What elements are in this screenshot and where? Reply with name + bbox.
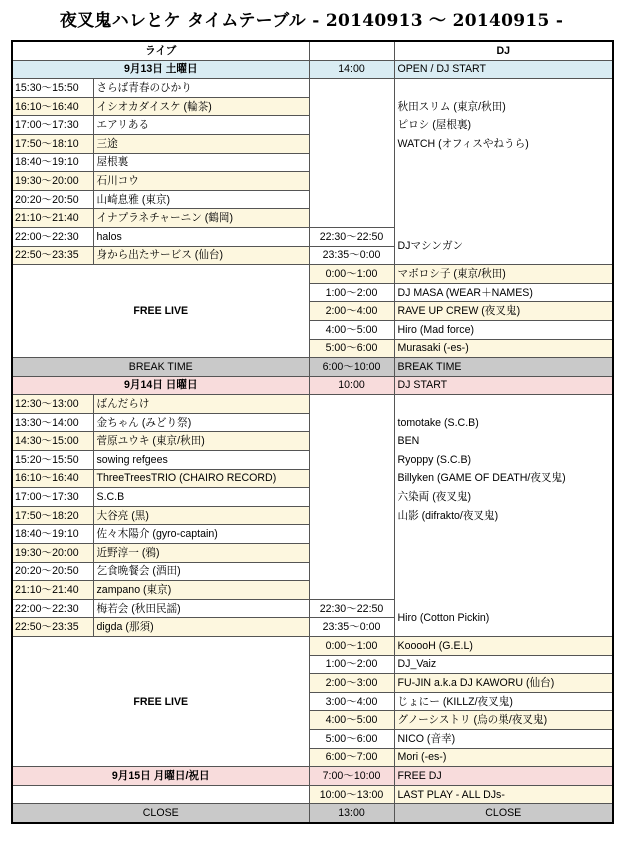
night-time: 2:00～4:00 <box>309 302 394 321</box>
night-dj: じょにー (KILLZ/夜叉鬼) <box>394 692 613 711</box>
table-row <box>12 785 613 804</box>
dj-time: 22:30～22:50 <box>309 599 394 618</box>
live-time: 15:30～15:50 <box>12 79 93 98</box>
night-dj: KooooH (G.E.L) <box>394 637 613 656</box>
day1-open-text: OPEN / DJ START <box>394 60 613 79</box>
live-time: 18:40～19:10 <box>12 153 93 172</box>
live-time: 20:20～20:50 <box>12 562 93 581</box>
live-time: 22:00～22:30 <box>12 599 93 618</box>
live-time: 21:10～21:40 <box>12 581 93 600</box>
night-dj: DJ MASA (WEAR＋NAMES) <box>394 283 613 302</box>
live-act: エアリある <box>93 116 309 135</box>
dj-name: WATCH (オフィスやねうら) <box>394 134 613 153</box>
day3-time: 10:00～13:00 <box>309 785 394 804</box>
day3-header-row <box>12 767 613 786</box>
live-act: 近野淳一 (鴉) <box>93 544 309 563</box>
timetable <box>11 40 614 824</box>
day2-open-text: DJ START <box>394 376 613 395</box>
day1-label: 9月13日 土曜日 <box>12 60 309 79</box>
live-act: ThreeTreesTRIO (CHAIRO RECORD) <box>93 469 309 488</box>
dj-name: 六染両 (夜叉鬼) <box>394 488 613 507</box>
day1-dj-time-blank <box>309 79 394 228</box>
live-act: zampano (東京) <box>93 581 309 600</box>
day3-label: 9月15日 月曜日/祝日 <box>12 767 309 786</box>
dj-name: DJマシンガン <box>394 227 613 264</box>
live-act: 金ちゃん (みどり祭) <box>93 413 309 432</box>
break-label: BREAK TIME <box>12 358 309 377</box>
header-live: ライブ <box>12 41 309 60</box>
day2-label: 9月14日 日曜日 <box>12 376 309 395</box>
page-title: 夜叉鬼ハレとケ タイムテーブル - 20140913 ～ 20140915 - <box>59 11 564 31</box>
dj-name: BEN <box>394 432 613 451</box>
night-time: 3:00～4:00 <box>309 692 394 711</box>
day1-free-live: FREE LIVE <box>12 265 309 358</box>
night-dj: NICO (音幸) <box>394 729 613 748</box>
live-time: 16:10～16:40 <box>12 97 93 116</box>
dj-time: 23:35～0:00 <box>309 618 394 637</box>
live-time: 17:00～17:30 <box>12 116 93 135</box>
live-act: 三途 <box>93 134 309 153</box>
day3-text: FREE DJ <box>394 767 613 786</box>
day2-dj-time-blank <box>309 395 394 600</box>
table-row <box>12 227 613 246</box>
live-act: sowing refgees <box>93 451 309 470</box>
night-time: 6:00～7:00 <box>309 748 394 767</box>
live-time: 22:00～22:30 <box>12 227 93 246</box>
night-dj: DJ_Vaiz <box>394 655 613 674</box>
live-act: 菅原ユウキ (東京/秋田) <box>93 432 309 451</box>
live-time: 14:30～15:00 <box>12 432 93 451</box>
live-act: さらば青春のひかり <box>93 79 309 98</box>
dj-name: Ryoppy (S.C.B) <box>394 451 613 470</box>
dj-blank <box>394 79 613 98</box>
live-time: 18:40～19:10 <box>12 525 93 544</box>
night-dj: RAVE UP CREW (夜叉鬼) <box>394 302 613 321</box>
live-time: 19:30～20:00 <box>12 544 93 563</box>
table-row <box>12 79 613 98</box>
night-time: 4:00～5:00 <box>309 320 394 339</box>
dj-blank <box>394 190 613 209</box>
dj-name: tomotake (S.C.B) <box>394 413 613 432</box>
night-dj: マボロシ子 (東京/秋田) <box>394 265 613 284</box>
break-row <box>12 358 613 377</box>
close-row <box>12 804 613 823</box>
break-dj: BREAK TIME <box>394 358 613 377</box>
live-act: halos <box>93 227 309 246</box>
dj-blank <box>394 525 613 544</box>
live-time: 17:50～18:20 <box>12 506 93 525</box>
day1-header-row <box>12 60 613 79</box>
live-time: 13:30～14:00 <box>12 413 93 432</box>
night-time: 5:00～6:00 <box>309 729 394 748</box>
header-row <box>12 41 613 60</box>
dj-time: 22:30～22:50 <box>309 227 394 246</box>
live-time: 16:10～16:40 <box>12 469 93 488</box>
table-row <box>12 265 613 284</box>
night-dj: Murasaki (-es-) <box>394 339 613 358</box>
header-dj: DJ <box>394 41 613 60</box>
header-blank <box>309 41 394 60</box>
dj-blank <box>394 562 613 581</box>
break-time: 6:00～10:00 <box>309 358 394 377</box>
dj-name: 山影 (difrakto/夜叉鬼) <box>394 506 613 525</box>
night-dj: Mori (-es-) <box>394 748 613 767</box>
day1-open-time: 14:00 <box>309 60 394 79</box>
night-time: 0:00～1:00 <box>309 265 394 284</box>
live-time: 17:00～17:30 <box>12 488 93 507</box>
day3-text: LAST PLAY - ALL DJs- <box>394 785 613 804</box>
dj-blank <box>394 209 613 228</box>
dj-blank <box>394 153 613 172</box>
night-time: 5:00～6:00 <box>309 339 394 358</box>
live-time: 15:20～15:50 <box>12 451 93 470</box>
night-dj: Hiro (Mad force) <box>394 320 613 339</box>
night-dj: FU-JIN a.k.a DJ KAWORU (仙台) <box>394 674 613 693</box>
live-time: 21:10～21:40 <box>12 209 93 228</box>
live-act: 身から出たサービス (仙台) <box>93 246 309 265</box>
live-act: 大谷亮 (黒) <box>93 506 309 525</box>
live-act: 屋根裏 <box>93 153 309 172</box>
dj-name: 秋田スリム (東京/秋田) <box>394 97 613 116</box>
close-dj: CLOSE <box>394 804 613 823</box>
live-time: 19:30～20:00 <box>12 172 93 191</box>
dj-blank <box>394 544 613 563</box>
night-time: 2:00～3:00 <box>309 674 394 693</box>
live-act: イナプラネチャーニン (鶴岡) <box>93 209 309 228</box>
dj-time: 23:35～0:00 <box>309 246 394 265</box>
day3-time: 7:00～10:00 <box>309 767 394 786</box>
live-time: 12:30～13:00 <box>12 395 93 414</box>
day2-open-time: 10:00 <box>309 376 394 395</box>
night-time: 0:00～1:00 <box>309 637 394 656</box>
live-act: digda (那須) <box>93 618 309 637</box>
live-time: 20:20～20:50 <box>12 190 93 209</box>
live-act: S.C.B <box>93 488 309 507</box>
dj-name: Billyken (GAME OF DEATH/夜叉鬼) <box>394 469 613 488</box>
table-row <box>12 637 613 656</box>
live-time: 17:50～18:10 <box>12 134 93 153</box>
live-act: 乞食晩餐会 (酒田) <box>93 562 309 581</box>
live-time: 22:50～23:35 <box>12 246 93 265</box>
live-act: 石川コウ <box>93 172 309 191</box>
live-act: ばんだらけ <box>93 395 309 414</box>
dj-blank <box>394 581 613 600</box>
live-act: 佐々木陽介 (gyro-captain) <box>93 525 309 544</box>
dj-name: Hiro (Cotton Pickin) <box>394 599 613 636</box>
table-row <box>12 599 613 618</box>
day3-blank <box>12 785 309 804</box>
dj-blank <box>394 395 613 414</box>
night-time: 1:00～2:00 <box>309 283 394 302</box>
dj-blank <box>394 172 613 191</box>
live-time: 22:50～23:35 <box>12 618 93 637</box>
live-act: イシオカダイスケ (輪茶) <box>93 97 309 116</box>
close-label: CLOSE <box>12 804 309 823</box>
night-time: 1:00～2:00 <box>309 655 394 674</box>
dj-name: ピロシ (屋根裏) <box>394 116 613 135</box>
live-act: 梅若会 (秋田民謡) <box>93 599 309 618</box>
live-act: 山崎息雅 (東京) <box>93 190 309 209</box>
table-row <box>12 395 613 414</box>
night-dj: グノーシストリ (烏の巣/夜叉鬼) <box>394 711 613 730</box>
night-time: 4:00～5:00 <box>309 711 394 730</box>
close-time: 13:00 <box>309 804 394 823</box>
day2-free-live: FREE LIVE <box>12 637 309 767</box>
day2-header-row <box>12 376 613 395</box>
